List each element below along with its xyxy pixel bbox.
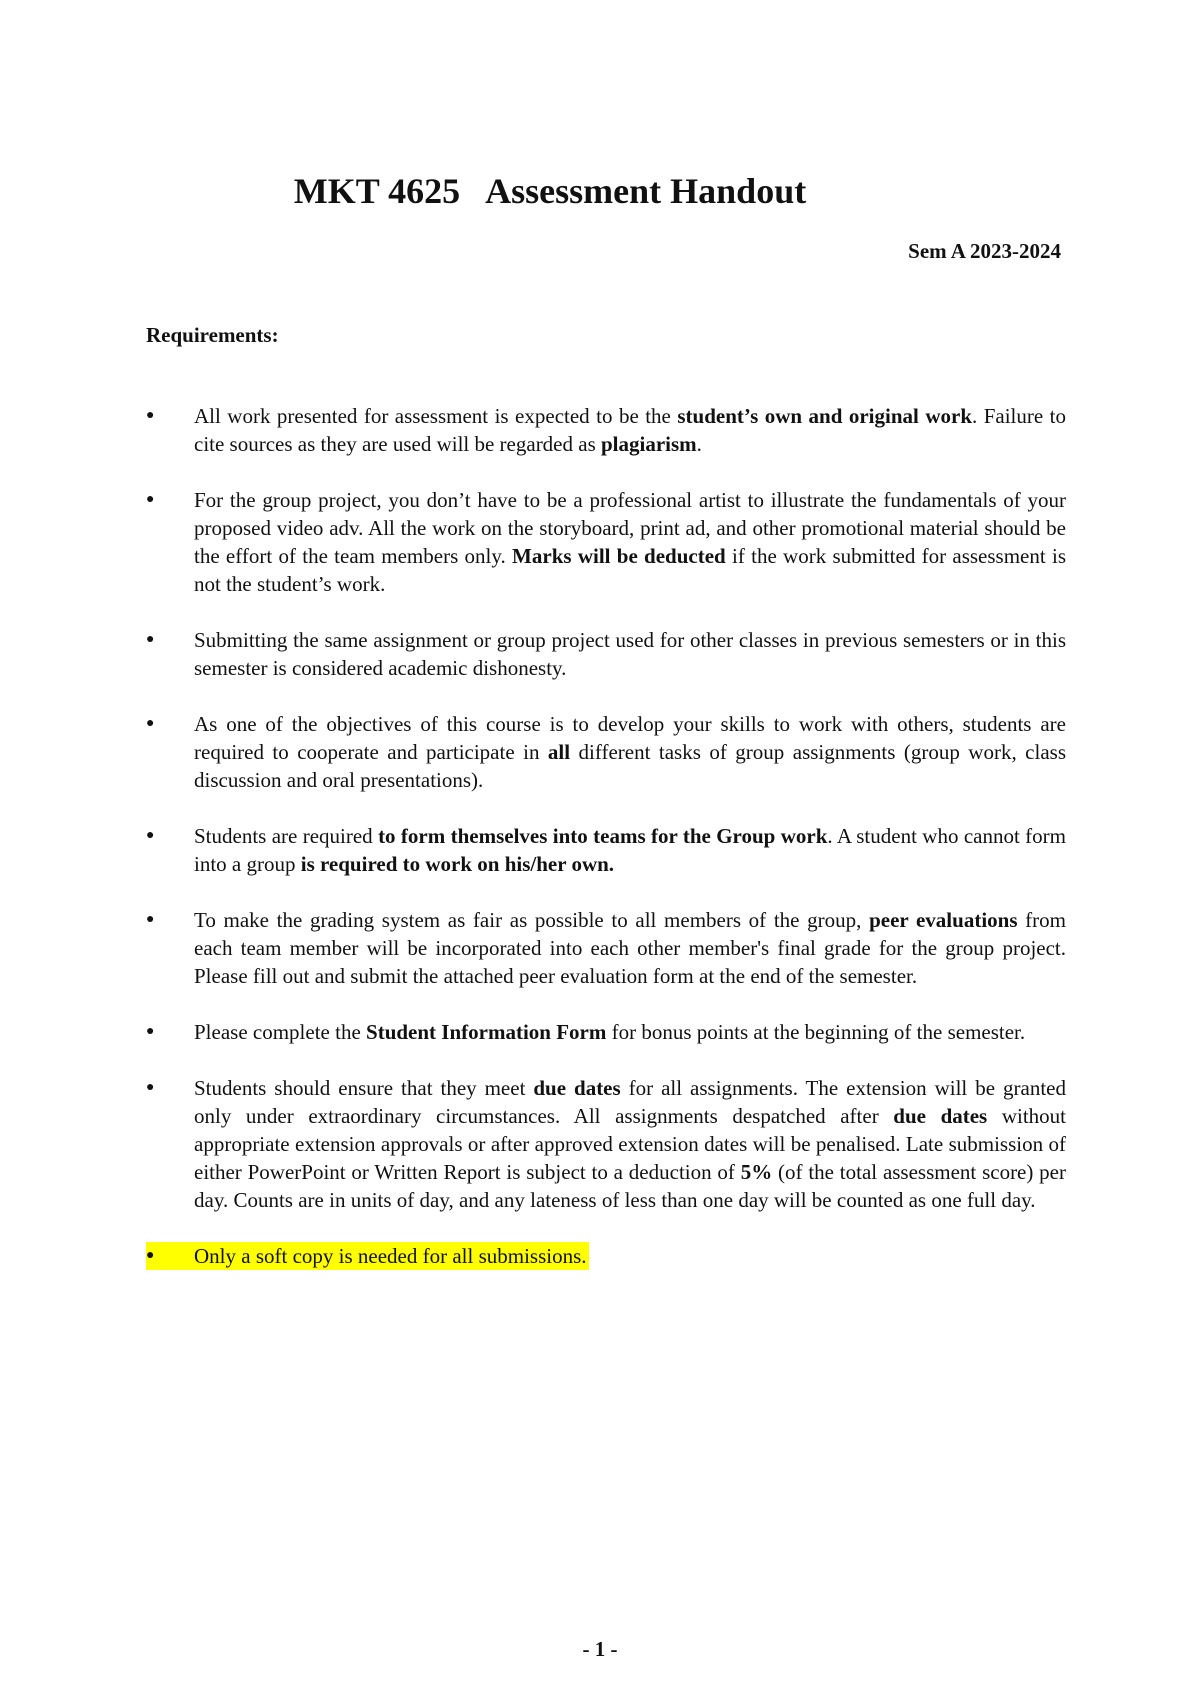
requirement-item	[146, 1074, 1066, 1214]
requirement-text: .	[696, 432, 702, 456]
requirement-item	[146, 626, 1066, 682]
requirement-bold-text: 5%	[740, 1160, 773, 1184]
requirement-bold-text: plagiarism	[601, 432, 697, 456]
requirement-bold-text: due dates	[893, 1104, 988, 1128]
bullet-icon: ●	[146, 492, 155, 507]
bullet-icon: ●	[146, 1024, 155, 1039]
highlighted-requirement-text: Only a soft copy is needed for all submissions.	[194, 1244, 587, 1268]
requirement-item	[146, 710, 1066, 794]
bullet-icon: ●	[146, 1242, 194, 1270]
requirement-text: To make the grading system as fair as possible to all members of the group,	[194, 908, 870, 932]
requirement-bold-text: Marks will be deducted	[512, 544, 726, 568]
requirement-text: (of the total assessment score) per day. Counts are in units of day, and any lateness of less than one day will be counted as one full day.	[194, 1160, 1066, 1212]
requirement-bold-text: due dates	[533, 1076, 621, 1100]
document-title: MKT 4625 Assessment Handout	[293, 171, 807, 211]
requirement-text: For the group project, you don’t have to be a professional artist to illustrate the fundamentals of your proposed video adv. All the work on the storyboard, print ad, and other promotional material should be the effort of the team members only.	[194, 488, 1066, 568]
requirement-bold-text: student’s own and original work	[677, 404, 972, 428]
requirement-item-highlighted	[146, 1242, 1066, 1270]
requirement-item	[146, 402, 1066, 458]
requirements-heading: Requirements:	[146, 323, 279, 347]
requirement-item	[146, 906, 1066, 990]
requirement-text: different tasks of group assignments (group work, class discussion and oral presentations).	[194, 740, 1066, 792]
requirement-text: from each team member will be incorporated into each other member's final grade for the group project. Please fill out and submit the attached peer evaluation form at the end of the semester.	[194, 908, 1066, 988]
requirement-bold-text: to form themselves into teams for the Group work	[378, 824, 828, 848]
bullet-icon: ●	[146, 1080, 155, 1095]
requirement-text: for all assignments. The extension will be granted only under extraordinary circumstances. All assignments despatched after	[194, 1076, 1066, 1128]
requirement-text: Please complete the	[194, 1020, 367, 1044]
bullet-icon: ●	[146, 912, 155, 927]
requirement-text: All work presented for assessment is expected to be the	[194, 404, 678, 428]
requirement-text: . A student who cannot form into a group	[194, 824, 1066, 876]
requirement-bold-text: is required to work on his/her own.	[300, 852, 615, 876]
requirement-text: Submitting the same assignment or group project used for other classes in previous semesters or in this semester is considered academic dishonesty.	[194, 628, 1066, 680]
page-number: - 1 -	[582, 1637, 618, 1661]
bullet-icon: ●	[146, 828, 155, 843]
requirements-list	[146, 402, 1066, 1298]
requirement-item	[146, 1018, 1066, 1046]
requirement-item	[146, 822, 1066, 878]
bullet-icon: ●	[146, 408, 155, 423]
requirement-bold-text: Student Information Form	[366, 1020, 607, 1044]
requirement-text: without appropriate extension approvals or after approved extension dates will be penalised. Late submission of either PowerPoint or Written Report is subject to a deduction of	[194, 1104, 1066, 1184]
requirement-text: for bonus points at the beginning of the semester.	[606, 1020, 1026, 1044]
requirement-bold-text: all	[547, 740, 571, 764]
semester-label: Sem A 2023-2024	[908, 239, 1061, 263]
bullet-icon: ●	[146, 716, 155, 731]
requirement-text: Students are required	[194, 824, 379, 848]
requirement-item	[146, 486, 1066, 598]
requirement-text: . Failure to cite sources as they are used will be regarded as	[194, 404, 1066, 456]
requirement-text: if the work submitted for assessment is not the student’s work.	[194, 544, 1066, 596]
bullet-icon: ●	[146, 632, 155, 647]
requirement-text: Students should ensure that they meet	[194, 1076, 534, 1100]
requirement-text: As one of the objectives of this course is to develop your skills to work with others, students are required to cooperate and participate in	[194, 712, 1066, 764]
requirement-bold-text: peer evaluations	[869, 908, 1018, 932]
